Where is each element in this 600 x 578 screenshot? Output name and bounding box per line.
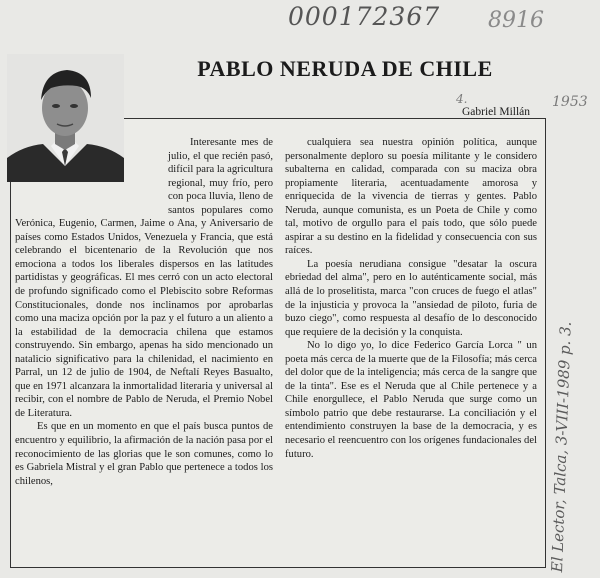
article-title: PABLO NERUDA DE CHILE: [197, 56, 493, 81]
handwritten-mark: 4.: [456, 92, 468, 106]
paragraph: No lo digo yo, lo dice Federico García Lorca " un poeta más cerca de la muerte que de la Filosofía; más cerca del dolor que de la inteligencia; más cerca de la sangre que de la tinta". Ese es el Neruda que al Chile pertenece y a Chile enorgullece, el Pablo Neruda que surge como un símbolo patrio que debe restaurarse. La conciliación y el entendimiento construyen la base de la democracia, y es necesario el reencuentro con los orígenes fundacionales del futuro.: [285, 340, 537, 460]
handwritten-source-note: El Lector, Talca, 3-VIII-1989 p. 3.: [548, 321, 575, 573]
handwritten-code: 000172367: [288, 2, 441, 31]
paragraph: cualquiera sea nuestra opinión política, aunque personalmente deploro su poesía militante y le considero subalterna en calidad, comparada con su maciza obra propiamente literaria, acentuadamente amorosa y enriquecida de la vivencia de tierras y gentes. Pablo Neruda, aunque comunista, es un Poeta de Chile y como tal, motivo de orgullo para el país todo, que sólo puede aspirar a su destino en la fidelidad y consecuencia con sus raíces.: [285, 137, 537, 257]
paragraph: La poesía nerudiana consigue "desatar la oscura ebriedad del alma", pero en lo auténticamente social, más allá de lo proselitista, marca "con cruces de fuego el atlas" de la injusticia y provoca la "ansiedad de piloto, furia de buzo ciego", como respuesta al desafío de lo desconocido que requiere de la decisión y la conquista.: [285, 258, 537, 338]
text-column-right: [285, 136, 537, 461]
text-column-left: [15, 136, 273, 488]
paragraph: Es que en un momento en que el país busca puntos de encuentro y equilibrio, la afirmación de la nación pasa por el reconocimiento de las glorias que le son comunes, como lo es Gabriela Mistral y el gran Pablo que pertenece a todos los chilenos,: [15, 421, 273, 487]
handwritten-number: 8916: [488, 8, 544, 33]
paragraph: Interesante mes de julio, el que recién pasó, difícil para la agricultura regional, muy frío, pero con poca lluvia, lleno de santos populares como Verónica, Eugenio, Carmen, Jaime o Ana, y Aniversario de países como Estados Unidos, Venezuela y Francia, que está celebrando el bicentenario de la Revolución que nos emociona a todos los liberales dispersos en las latitudes partidistas y geográficas. El mes cerró con un acto electoral de profundo significado como el Plebiscito sobre Reformas Constitucionales, donde nos inclinamos por aprobarlas como una maciza opción por la paz y el futuro a un aliento a la estabilidad de la democracia chilena que estamos construyendo. Sin embargo, apenas ha sido mencionado un natalicio significativo para la chilenidad, el nacimiento en Parral, un 12 de julio de 1904, de Neftalí Reyes Basualto, que en 1971 alcanzara la inmortalidad literaria y universal al recibir, con el nombre de Pablo de Neruda, el Premio Nobel de Literatura.: [15, 137, 274, 419]
author-byline: Gabriel Millán: [462, 106, 531, 118]
portrait-text-wrap: [15, 136, 168, 214]
handwritten-year: 1953: [552, 94, 588, 110]
